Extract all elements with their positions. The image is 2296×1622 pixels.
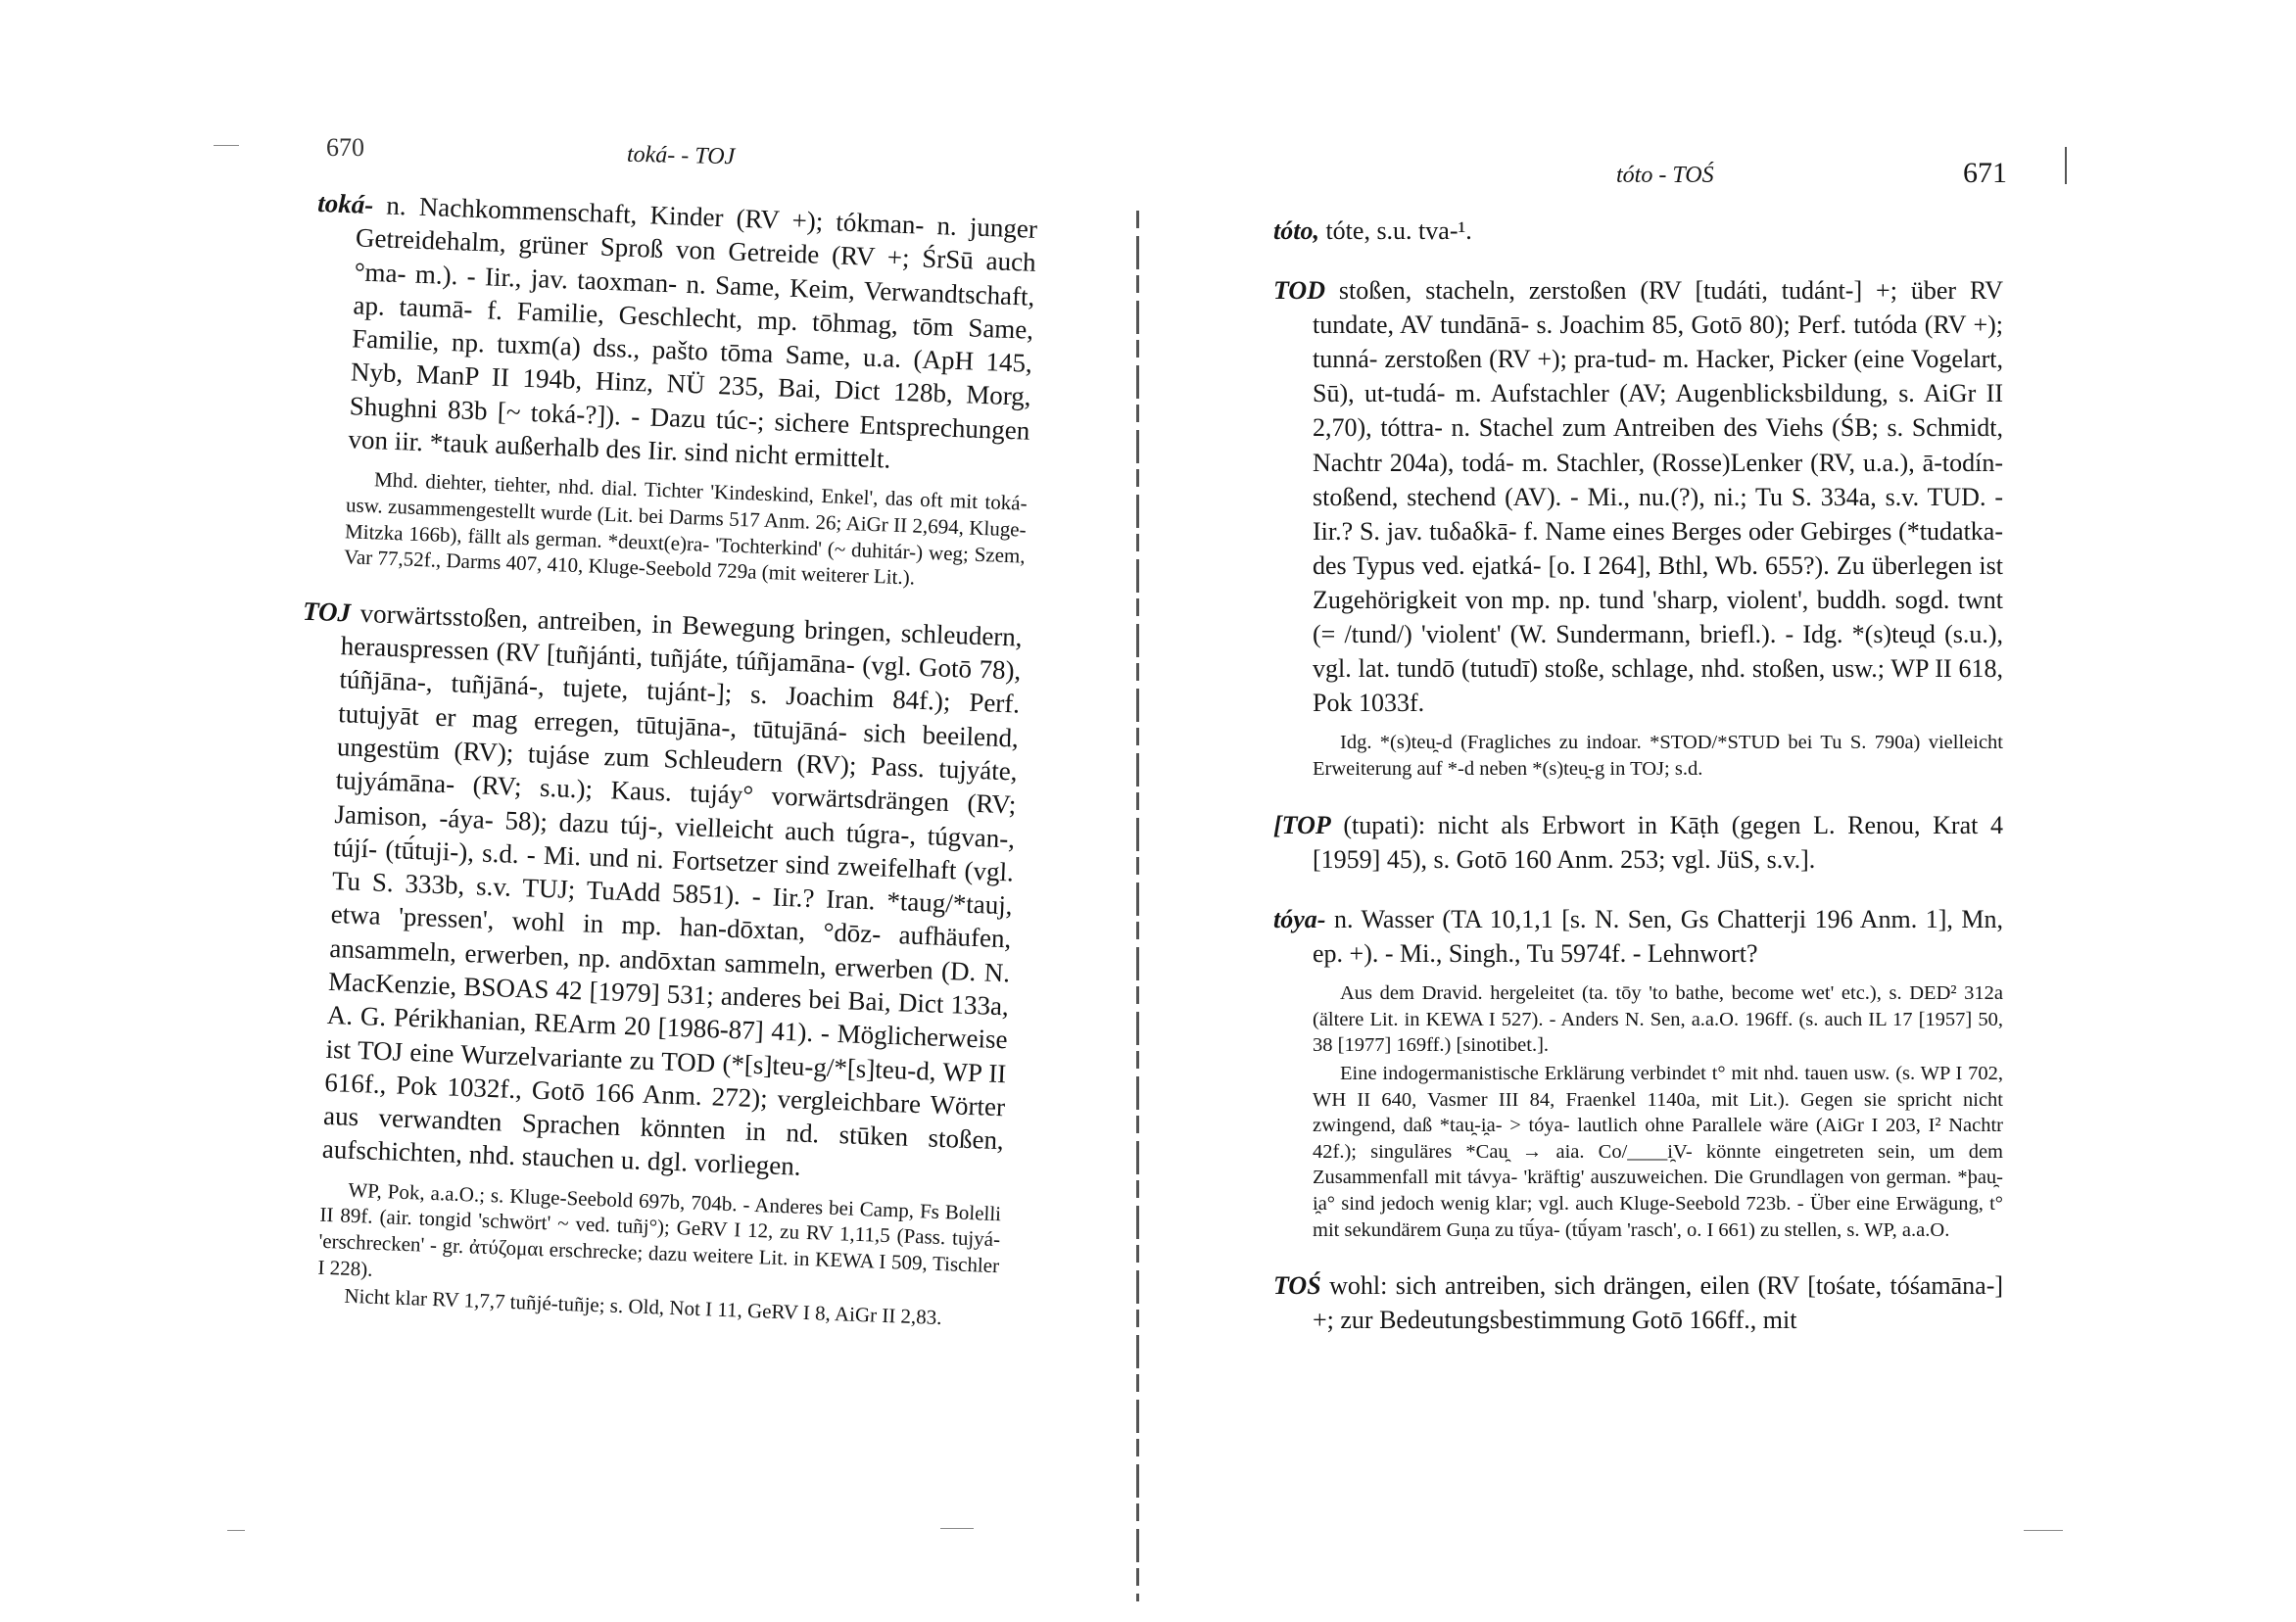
entry-main-text — [282, 595, 1023, 1191]
entry-main-text — [1273, 808, 2003, 877]
entry-note: Aus dem Dravid. hergeleitet (ta. tōy 'to bathe, become wet' etc.), s. DED² 312a (ältere Lit. in KEWA I 527). - Anders N. Sen, a.a.O. 196ff. (s. auch IL 17 [1957] 50, 38 [1977] 169ff.) [sinotibet.]. — [1313, 981, 2003, 1057]
entry-headword: TOD — [1273, 276, 1325, 306]
entry-note: Nicht klar RV 1,7,7 tuñjé-tuñje; s. Old, Not I 11, GeRV I 8, AiGr II 2,83. — [344, 1284, 942, 1330]
dictionary-entry — [1273, 214, 2003, 248]
dictionary-entry — [1273, 1268, 2003, 1337]
dictionary-entry — [277, 595, 1023, 1334]
right-running-head: tóto - TOŚ — [1616, 163, 1714, 188]
entry-body: n. Wasser (TA 10,1,1 [s. N. Sen, Gs Chatterji 196 Anm. 1], Mn, ep. +). - Mi., Singh., Tu 5974f. - Lehnwort? — [1313, 904, 2004, 968]
entry-headword: tóya- — [1273, 904, 1326, 933]
dictionary-entry — [1273, 808, 2003, 877]
entry-note: Eine indogermanistische Erklärung verbindet t° mit nhd. tauen usw. (s. WP I 702, WH II 640, Vasmer III 84, Fraenkel 1140a, mit Lit.). Gegen sie spricht nicht zwingend, daß *tau̯-i̯a- > tóya- lautlich ohne Parallele wäre (AiGr I 203, I² Nachtr 42f.); singuläres *Cau̯ → aia. Co/____i̯V- könnte eingetreten sein, um dem Zusammenfall mit távya- 'kräftig' auszuweichen. Die Grundlagen von german. *þau̯-i̯a° sind jedoch wenig klar; vgl. auch Kluge-Seebold 723b. - Über eine Erwägung, t° mit sekundärem Guṇa zu tū́ya- (tū́yam 'rasch', o. I 661) zu stellen, s. WP, a.a.O. — [1313, 1062, 2003, 1241]
entry-body: n. Nachkommenschaft, Kinder (RV +); tókman- n. junger Getreidehalm, grüner Sproß von Getreide (RV +; ŚrSū auch °ma- m.). - Iir., jav. taoxman- n. Same, Keim, Verwandtschaft, ap. taumā- f. Familie, Geschlecht, mp. tōhmag, tōm Same, Familie, np. tuxm(a) dss., pašto tōma Same, u.a. (ApH 145, Nyb, ManP II 194b, Hinz, NÜ 235, Bai, Dict 128b, Morg, Shughni 83b [~ toká-?]). - Dazu túc-; sichere Entsprechungen von iir. *tauk außerhalb des Iir. sind nicht ermittelt. — [348, 190, 1038, 474]
entry-main-text — [309, 186, 1038, 481]
entry-headword: tóto, — [1273, 216, 1319, 245]
left-running-head: toká- - TOJ — [626, 141, 736, 170]
entry-body: wohl: sich antreiben, sich drängen, eilen (RV [tośate, tóśamāna-] +; zur Bedeutungsbestimmung Gotō 166ff., mit — [1313, 1271, 2004, 1335]
right-column — [1273, 214, 2003, 1363]
dictionary-entry — [1273, 902, 2003, 1244]
right-page — [1148, 0, 2296, 1622]
entry-main-text — [1273, 214, 2003, 248]
entry-headword: TOJ — [302, 596, 352, 628]
entry-body: (tupati): nicht als Erbwort in Kāṭh (gegen L. Renou, Krat 4 [1959] 45), s. Gotō 160 Anm. 253; vgl. JüS, s.v.]. — [1313, 810, 2003, 874]
entry-main-text — [1273, 1268, 2003, 1337]
right-page-number: 671 — [1963, 157, 2007, 189]
entry-body: vorwärtsstoßen, antreiben, in Bewegung bringen, schleudern, herauspressen (RV [tuñjánti, tuñjáte, túñjamāna- (vgl. Gotō 78), túñjāna-, tuñjāná-, tujete, tujánt-]; s. Joachim 84f.); Perf. tutujyāt er mag erregen, tūtujāna-, tūtujāná- sich beeilend, ungestüm (RV); tujáse zum Schleudern (RV); Pass. tujyáte, tujyámāna- (RV; s.u.); Kaus. tujáy° vorwärtsdrängen (RV; Jamison, -áya- 58); dazu túj-, vielleicht auch túgra-, túgvan-, tújí- (tū́tuji-), s.d. - Mi. und ni. Fortsetzer sind zweifelhaft (vgl. Tu S. 333b, s.v. TUJ; TuAdd 5851). - Iir.? Iran. *taug/*tauj, etwa 'pressen', wohl in mp. han-dōxtan, °dōz- aufhäufen, ansammeln, erwerben, np. andōxtan sammeln, erwerben (D. N. MacKenzie, BSOAS 42 [1979] 531; anderes bei Bai, Dict 133a, A. G. Périkhanian, REArm 20 [1986-87] 41). - Möglicherweise ist TOJ eine Wurzelvariante zu TOD (*[s]teu-g/*[s]teu-d, WP II 616f., Pok 1032f., Gotō 166 Anm. 272); vergleichbare Wörter aus verwandten Sprachen könnten in nd. stūken stoßen, aufschichten, nhd. stauchen u. dgl. vorliegen. — [321, 597, 1024, 1182]
entry-note: WP, Pok, a.a.O.; s. Kluge-Seebold 697b, 704b. - Anderes bei Camp, Fs Bolelli II 89f. (air. tongid 'schwört' ~ ved. tuñj°); GeRV I 12, zu RV 1,11,5 (Pass. tujyá- 'erschrecken' - gr. ἀτύζομαι erschrecke; dazu weitere Lit. in KEWA I 509, Tischler I 228). — [317, 1177, 1002, 1281]
left-page-number: 670 — [326, 133, 364, 162]
entry-note: Idg. *(s)teu̯-d (Fragliches zu indoar. *STOD/*STUD bei Tu S. 790a) vielleicht Erweiterung auf *-d neben *(s)teu̯-g in TOJ; s.d. — [1313, 732, 2003, 780]
entry-headword: toká- — [316, 187, 374, 220]
entry-headword: [TOP — [1273, 810, 1331, 839]
entry-main-text — [1273, 902, 2003, 971]
entry-headword: TOŚ — [1273, 1271, 1321, 1301]
entry-body: tóte, s.u. tva-¹. — [1325, 216, 1472, 245]
entry-body: stoßen, stacheln, zerstoßen (RV [tudáti, tudánt-] +; über RV tundate, AV tundānā- s. Joachim 85, Gotō 80); Perf. tutóda (RV +); tunná- zerstoßen (RV +); pra-tud- m. Hacker, Picker (eine Vogelart, Sū), ut-tudá- m. Aufstachler (AV; Augenblicksbildung, s. AiGr II 2,70), tóttra- n. Stachel zum Antreiben des Viehs (ŚB; s. Schmidt, Nachtr 204a), todá- m. Stachler, (Rosse)Lenker (RV, u.a.), ā-todín- stoßend, stechend (AV). - Mi., nu.(?), ni.; Tu S. 334a, s.v. TUD. - Iir.? S. jav. tuδaδkā- f. Name eines Berges oder Gebirges (*tudatka- des Typus ved. ejatká- [o. I 264], Bthl, Wb. 655?). Zu überlegen ist Zugehörigkeit von mp. np. tund 'sharp, violent', buddh. sogd. twnt (= /tund/) 'violent' (W. Sundermann, briefl.). - Idg. *(s)teu̯d (s.u.), vgl. lat. tundō (tutudī) stoße, schlage, nhd. stoßen, usw.; WP II 618, Pok 1033f. — [1313, 276, 2004, 718]
entry-main-text — [1273, 273, 2003, 720]
dictionary-entry — [1273, 273, 2003, 783]
left-column — [276, 186, 1037, 1359]
entry-note: Mhd. diehter, tiehter, nhd. dial. Tichter 'Kindeskind, Enkel', das oft mit toká- usw. zusammengestellt wurde (Lit. bei Darms 517 Anm. 26; AiGr II 2,694, Kluge-Mitzka 166b), fällt als german. *deuxt(e)ra- 'Tochterkind' (~ duhitár-) weg; Szem, Var 77,52f., Darms 407, 410, Kluge-Seebold 729a (mit weiterer Lit.). — [343, 467, 1028, 590]
dictionary-entry — [305, 186, 1038, 596]
